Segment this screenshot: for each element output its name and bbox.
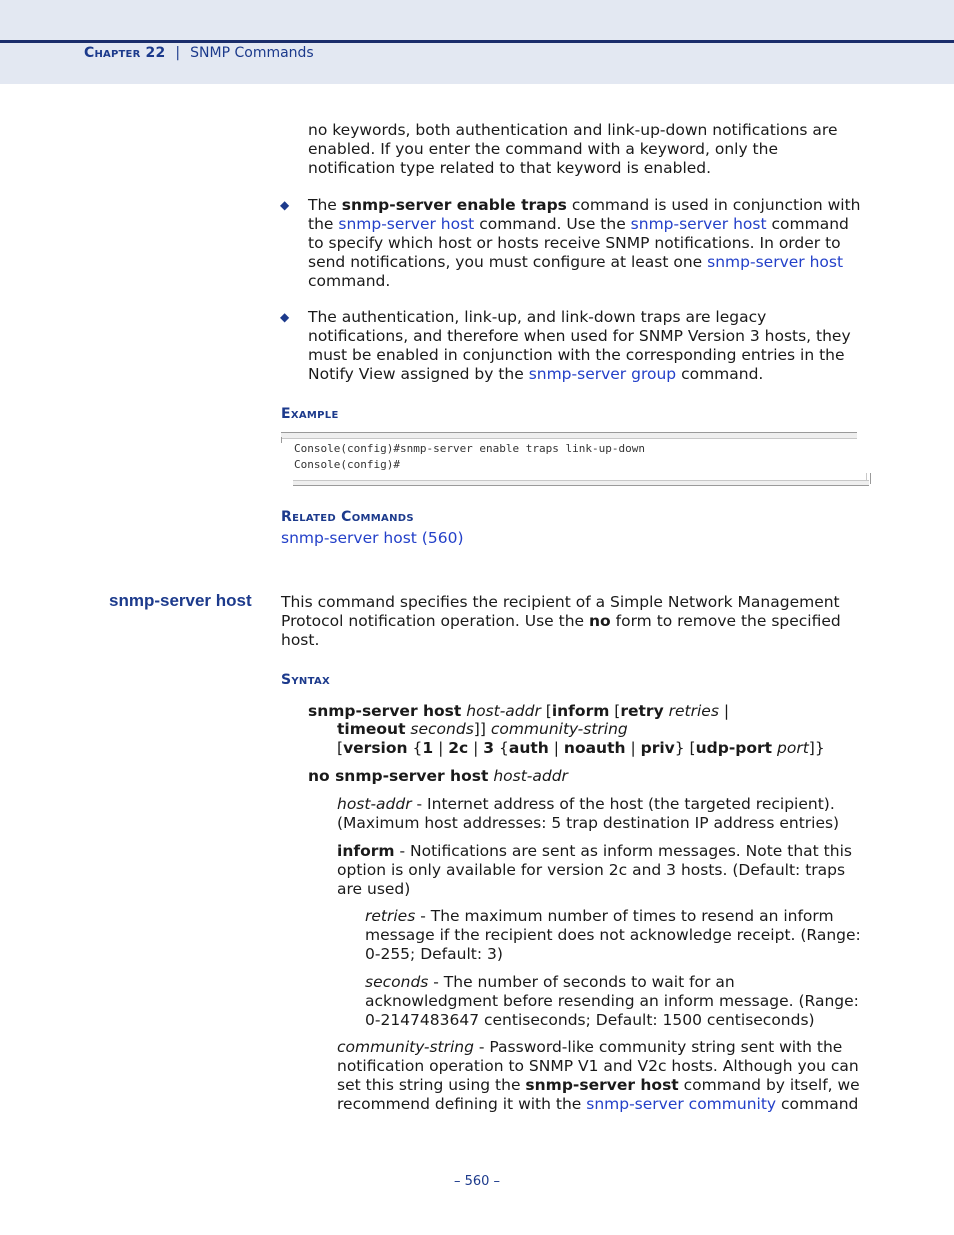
text-line: 0-2147483647 centiseconds; Default: 1500 centiseconds) (365, 1011, 815, 1029)
code-example-box (281, 432, 869, 486)
text-span: - Password-like community string sent with the (473, 1038, 843, 1056)
keyword: snmp-server host (308, 702, 462, 720)
param-name: host-addr (337, 795, 412, 813)
code-line: Console(config)#snmp-server enable traps link-up-down (294, 442, 645, 455)
keyword: udp-port (695, 739, 773, 757)
intro-paragraph (308, 121, 837, 178)
keyword: retry (620, 702, 664, 720)
text-span: - Notifications are sent as inform messages. Note that this (394, 842, 852, 860)
text-span: set this string using the (337, 1076, 526, 1094)
chapter-title: SNMP Commands (190, 45, 314, 61)
argument: community-string (490, 720, 628, 738)
text-span: form to remove the specified (610, 612, 841, 630)
text-line: are used) (337, 880, 411, 898)
text-span: | (433, 739, 449, 757)
syntax-line-2 (337, 720, 628, 739)
text-span: Protocol notification operation. Use the (281, 612, 590, 630)
param-host-addr (337, 795, 839, 833)
text-span: - The maximum number of times to resend an inform (415, 907, 834, 925)
keyword: auth (508, 739, 549, 757)
keyword: version (343, 739, 408, 757)
keyword: no (589, 612, 611, 630)
text-line: host. (281, 631, 320, 649)
command-title: snmp-server host (109, 591, 252, 610)
text-span: command. Use the (474, 215, 631, 233)
code-box-top-border (281, 432, 857, 439)
syntax-line-3 (337, 739, 825, 758)
keyword: 1 (422, 739, 434, 757)
command-name: snmp-server enable traps (341, 196, 567, 214)
text-span: | (468, 739, 484, 757)
header-rule (0, 40, 954, 43)
text-line: option is only available for version 2c and 3 hosts. (Default: traps (337, 861, 846, 879)
snmp-server-host-link[interactable]: snmp-server host (630, 215, 767, 233)
text-line: This command specifies the recipient of a Simple Network Management (281, 593, 840, 611)
text-line: The authentication, link-up, and link-down traps are legacy (308, 308, 767, 326)
command-name: snmp-server host (525, 1076, 679, 1094)
param-name: seconds (365, 973, 429, 991)
text-span: - Internet address of the host (the targeted recipient). (411, 795, 835, 813)
syntax-line-1 (308, 702, 729, 721)
code-line: Console(config)# (294, 458, 400, 471)
diamond-bullet-icon: ◆ (280, 310, 290, 324)
param-community-string (337, 1038, 860, 1114)
text-span: command by itself, we (678, 1076, 860, 1094)
text-span: The (308, 196, 342, 214)
keyword: priv (640, 739, 675, 757)
text-line: (Maximum host addresses: 5 trap destination IP address entries) (337, 814, 840, 832)
page-number: – 560 – (453, 1174, 501, 1189)
running-header (84, 45, 314, 61)
snmp-server-community-link[interactable]: snmp-server community (586, 1095, 777, 1113)
argument: port (772, 739, 809, 757)
text-span: [ (540, 702, 552, 720)
param-name: inform (337, 842, 395, 860)
text-span: the (308, 215, 339, 233)
text-span: command (766, 215, 849, 233)
text-span: ]} (808, 739, 825, 757)
keyword: no snmp-server host (308, 767, 489, 785)
param-inform (337, 842, 852, 899)
snmp-server-host-link[interactable]: snmp-server host (338, 215, 475, 233)
text-span: Notify View assigned by the (308, 365, 529, 383)
param-seconds (365, 973, 859, 1030)
text-span: - The number of seconds to wait for an (428, 973, 735, 991)
bullet-paragraph-2 (308, 308, 851, 384)
argument: seconds (405, 720, 474, 738)
snmp-server-host-link[interactable]: snmp-server host (707, 253, 844, 271)
command-description (281, 593, 841, 650)
keyword: noauth (563, 739, 626, 757)
syntax-line-4 (308, 767, 568, 786)
text-line: no keywords, both authentication and link-up-down notifications are (308, 121, 838, 139)
related-commands-heading: Related Commands (281, 509, 414, 525)
text-span: [ (609, 702, 621, 720)
text-line: 0-255; Default: 3) (365, 945, 503, 963)
text-span: command. (676, 365, 764, 383)
keyword: 2c (448, 739, 469, 757)
text-span: { (407, 739, 423, 757)
text-line: acknowledgment before resending an inform message. (Range: (365, 992, 859, 1010)
text-line: notification operation to SNMP V1 and V2c hosts. Although you can (337, 1057, 859, 1075)
argument: host-addr (488, 767, 568, 785)
example-heading: Example (281, 406, 339, 422)
text-line: enabled. If you enter the command with a keyword, only the (308, 140, 778, 158)
text-span: [ (337, 739, 344, 757)
text-span: | (625, 739, 641, 757)
text-line: to specify which host or hosts receive SNMP notifications. In order to (308, 234, 841, 252)
text-span: } [ (674, 739, 696, 757)
chapter-label: Chapter 22 (84, 45, 166, 61)
snmp-server-group-link[interactable]: snmp-server group (528, 365, 677, 383)
text-span: ]] (473, 720, 491, 738)
text-span: | (548, 739, 564, 757)
code-box-left-border (281, 437, 286, 443)
related-command-link[interactable]: snmp-server host (560) (281, 529, 464, 547)
argument: retries (663, 702, 719, 720)
bullet-paragraph-1 (308, 196, 861, 291)
param-name: community-string (337, 1038, 474, 1056)
text-line: notifications, and therefore when used for SNMP Version 3 hosts, they (308, 327, 851, 345)
keyword: inform (551, 702, 610, 720)
keyword: 3 (483, 739, 495, 757)
param-name: retries (365, 907, 416, 925)
text-span: send notifications, you must configure at least one (308, 253, 708, 271)
text-span: command is used in conjunction with (566, 196, 861, 214)
text-line: notification type related to that keyword is enabled. (308, 159, 712, 177)
syntax-heading: Syntax (281, 672, 330, 688)
text-span: | (718, 702, 730, 720)
keyword: timeout (337, 720, 406, 738)
text-span: recommend defining it with the (337, 1095, 587, 1113)
text-span: command (776, 1095, 859, 1113)
param-retries (365, 907, 861, 964)
text-line: command. (308, 272, 391, 290)
code-box-bottom-border (293, 480, 869, 486)
text-line: must be enabled in conjunction with the corresponding entries in the (308, 346, 845, 364)
diamond-bullet-icon: ◆ (280, 198, 290, 212)
header-separator: | (175, 45, 181, 61)
text-line: message if the recipient does not acknowledge receipt. (Range: (365, 926, 861, 944)
text-span: { (494, 739, 509, 757)
argument: host-addr (461, 702, 541, 720)
